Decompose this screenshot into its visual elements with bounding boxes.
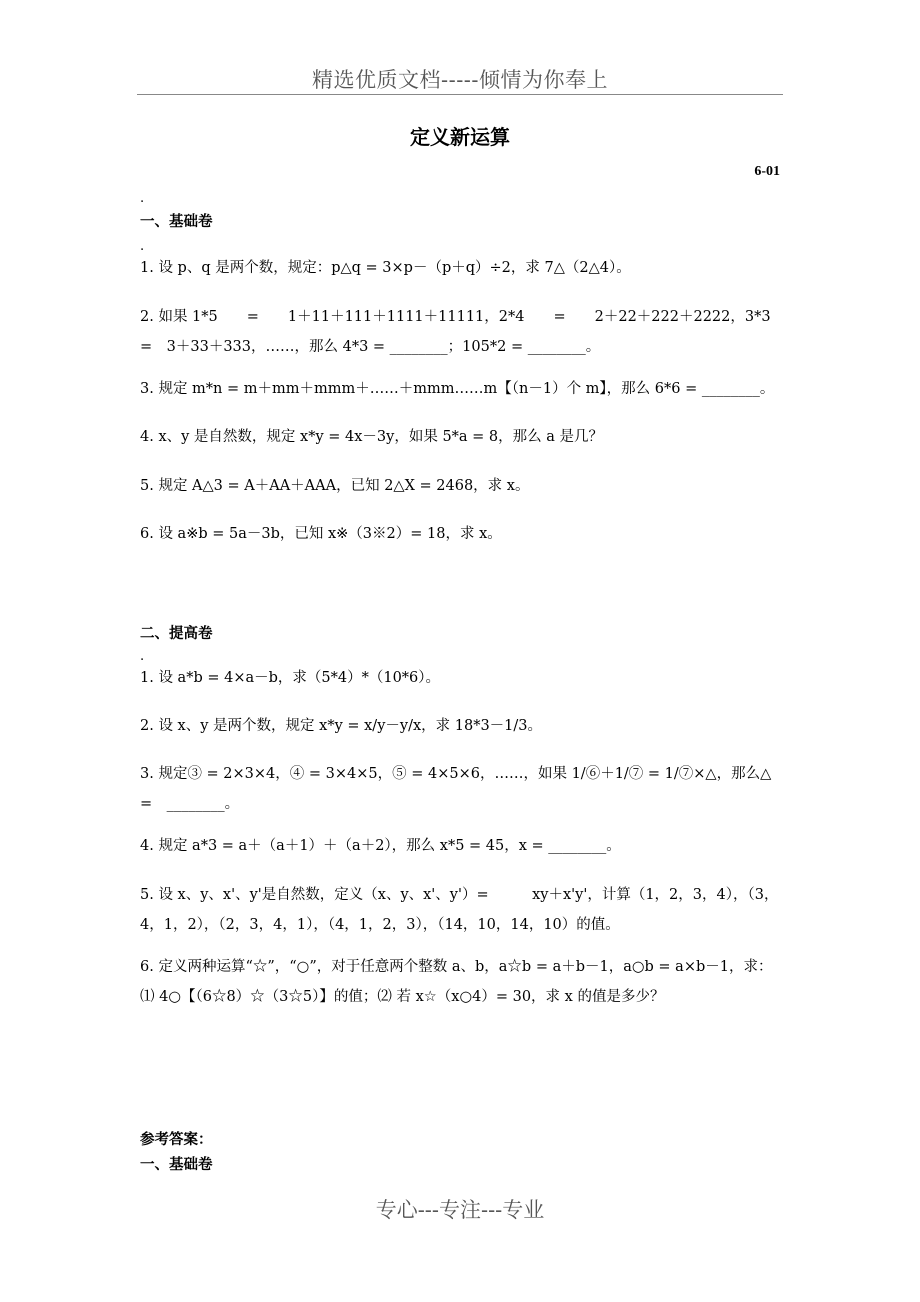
dot-marker: . <box>140 191 145 206</box>
answers-section-heading: 一、基础卷 <box>140 1157 213 1173</box>
advanced-question-2: 2. 设 x、y 是两个数，规定 x*y = x/y－y/x，求 18*3－1/3。 <box>140 718 543 734</box>
basic-question-1: 1. 设 p、q 是两个数，规定：p△q = 3×p－（p＋q）÷2，求 7△（2△4）。 <box>140 260 631 276</box>
header-rule <box>137 94 783 95</box>
dot-marker: . <box>140 649 145 664</box>
basic-question-6: 6. 设 a※b = 5a－3b，已知 x※（3※2）= 18，求 x。 <box>140 526 502 542</box>
advanced-question-1: 1. 设 a*b = 4×a－b，求（5*4）*（10*6）。 <box>140 670 441 686</box>
advanced-question-6: 6. 定义两种运算“☆”，“○”，对于任意两个整数 a、b，a☆b = a＋b－1，a○b = a×b－1，求：⑴ 4○【（6☆8）☆（3☆5）】的值；⑵ 若 x☆（x○4）= 30，求 x 的值是多少？ <box>140 959 773 1005</box>
basic-question-5: 5. 规定 A△3 = A＋AA＋AAA，已知 2△X = 2468，求 x。 <box>140 478 530 494</box>
basic-question-2: 2. 如果 1*5 = 1＋11＋111＋1111＋11111，2*4 = 2＋22＋222＋2222，3*3 = 3＋33＋333，……，那么 4*3 = ________；105*2 = ________。 <box>140 309 800 355</box>
page-header: 精选优质文档-----倾情为你奉上 <box>312 68 608 92</box>
basic-question-4: 4. x、y 是自然数，规定 x*y = 4x－3y，如果 5*a = 8，那么 a 是几？ <box>140 429 604 445</box>
page-footer: 专心---专注---专业 <box>375 1198 545 1222</box>
answers-heading: 参考答案： <box>140 1132 213 1148</box>
section-basic-heading: 一、基础卷 <box>140 214 213 230</box>
document-title: 定义新运算 <box>410 125 510 149</box>
document-number: 6-01 <box>754 164 780 179</box>
dot-marker: . <box>140 239 145 254</box>
section-advanced-heading: 二、提高卷 <box>140 626 213 642</box>
advanced-question-3: 3. 规定③ = 2×3×4，④ = 3×4×5，⑤ = 4×5×6，……，如果 1/⑥＋1/⑦ = 1/⑦×△，那么△ = ________。 <box>140 766 772 812</box>
advanced-question-4: 4. 规定 a*3 = a＋（a＋1）＋（a＋2），那么 x*5 = 45，x = ________。 <box>140 838 621 854</box>
basic-question-3: 3. 规定 m*n = m＋mm＋mmm＋……＋mmm……m【（n－1）个 m】，那么 6*6 = ________。 <box>140 381 775 397</box>
advanced-question-5: 5. 设 x、y、x'、y'是自然数，定义（x、y、x'、y'）= xy＋x'y'，计算（1，2，3，4），（3，4，1，2），（2，3，4，1），（4，1，2，3），（14，10，14，10）的值。 <box>140 887 779 933</box>
